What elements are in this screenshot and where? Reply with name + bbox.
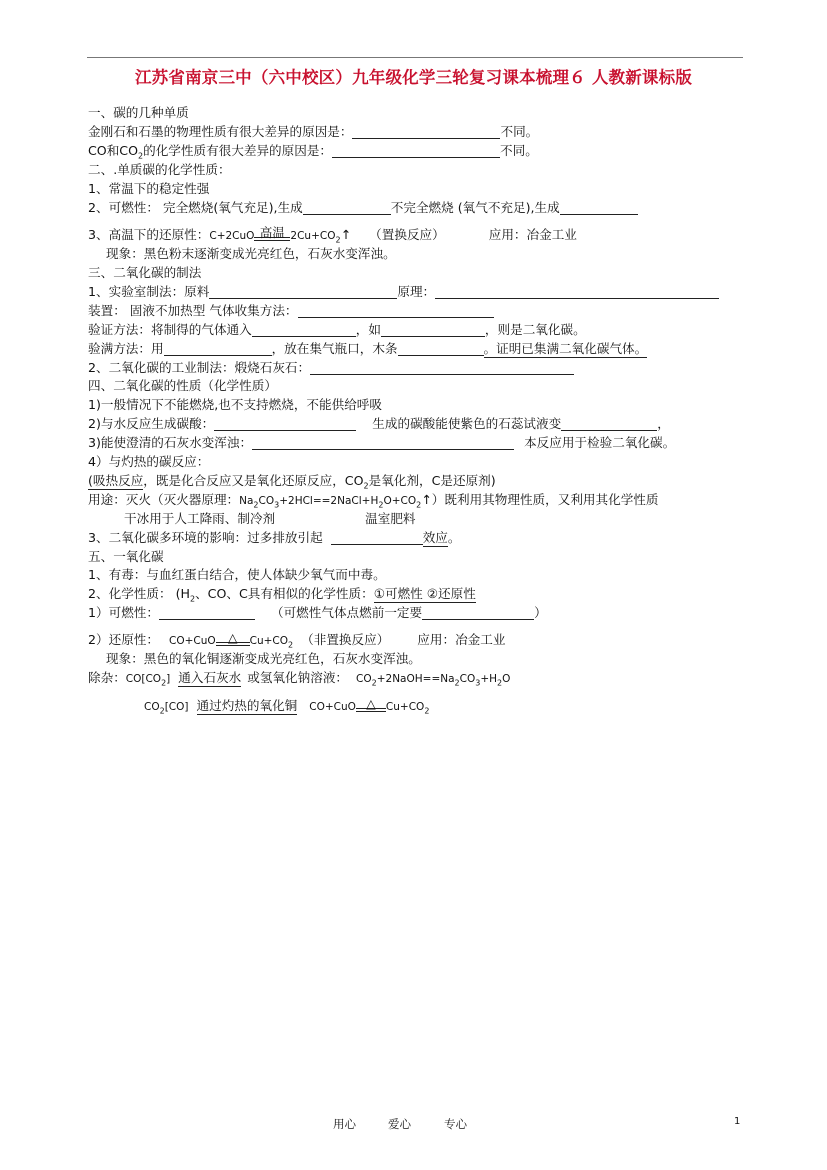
section-5-line-1: 1、有毒：与血红蛋白结合，使人体缺少氧气而中毒。 <box>88 567 386 582</box>
section-3-heading: 三、二氧化碳的制法 <box>88 265 202 280</box>
answer-blank[interactable] <box>214 417 356 431</box>
section-4-line-3: 3)能使澄清的石灰水变浑浊： 本反应用于检验二氧化碳。 <box>88 435 676 450</box>
section-2-line-3: 3、高温下的还原性：C+2CuO 高温 $2Cu+CO_2↑$ （置换反应） 应用：冶金工业 <box>88 225 577 245</box>
section-1-heading: 一、碳的几种单质 <box>88 105 189 120</box>
section-3-line-1: 1、实验室制法：原料 原理： <box>88 284 719 300</box>
section-1-line-1: 金刚石和石墨的物理性质有很大差异的原因是： 不同。 <box>88 124 539 139</box>
document-title: 江苏省南京三中（六中校区）九年级化学三轮复习课本梳理６ 人教新课标版 <box>134 68 693 87</box>
section-1-line-2: CO和$CO_2$的化学性质有很大差异的原因是： 不同。 <box>88 143 538 161</box>
footer-text-1: 用心 <box>333 1117 356 1131</box>
section-2-line-2: 2、可燃性： 完全燃烧(氧气充足),生成 不完全燃烧 (氧气不充足),生成 <box>88 200 638 216</box>
answer-blank[interactable] <box>310 361 574 375</box>
section-5-line-3: 1）可燃性： （可燃性气体点燃前一定要 ） <box>88 605 547 620</box>
footer-text-2: 爱心 <box>388 1117 411 1131</box>
section-4-line-4: 4）与灼热的碳反应： <box>88 454 210 469</box>
answer-blank[interactable] <box>252 323 356 337</box>
reaction-condition: △ <box>216 642 250 646</box>
section-5-line-7: $CO_2[CO]$ 通过灼热的氧化铜 CO+CuO △ $Cu+CO_2$ <box>144 696 430 716</box>
section-4-line-8: 3、二氧化碳多环境的影响：过多排放引起 效应。 <box>88 530 461 545</box>
section-3-line-2: 装置： 固液不加热型 气体收集方法： <box>88 303 494 319</box>
footer-text-3: 专心 <box>444 1117 467 1131</box>
answer-blank[interactable] <box>560 201 638 215</box>
answer-blank[interactable] <box>164 342 272 356</box>
answer-blank[interactable] <box>252 436 514 450</box>
section-4-line-5: (吸热反应，既是化合反应又是氧化还原反应，$CO_2$是氧化剂，C是还原剂) <box>88 473 496 491</box>
section-5-line-2: 2、化学性质： ($H_2$、CO、C具有相似的化学性质：①可燃性 ②还原性 <box>88 586 476 604</box>
page-number: 1 <box>734 1116 741 1127</box>
answer-blank[interactable] <box>159 606 255 620</box>
section-5-line-5: 现象：黑色的氧化铜逐渐变成光亮红色，石灰水变浑浊。 <box>106 651 421 666</box>
answer-blank[interactable] <box>298 304 494 318</box>
answer-blank[interactable] <box>422 606 534 620</box>
answer-blank[interactable] <box>561 417 657 431</box>
section-3-line-4: 验满方法：用 ，放在集气瓶口，木条 。证明已集满二氧化碳气体。 <box>88 341 648 356</box>
section-4-line-2: 2)与水反应生成碳酸： 生成的碳酸能使紫色的石蕊试液变 ， <box>88 416 670 431</box>
answer-blank[interactable] <box>332 144 500 158</box>
section-3-line-5: 2、二氧化碳的工业制法：煅烧石灰石： <box>88 360 574 376</box>
section-2-line-4: 现象：黑色粉末逐渐变成光亮红色，石灰水变浑浊。 <box>106 246 396 261</box>
answer-blank[interactable] <box>435 285 719 299</box>
answer-blank[interactable] <box>398 342 484 356</box>
section-4-line-7: 干冰用于人工降雨、制冷剂 温室肥料 <box>124 511 416 526</box>
section-4-heading: 四、二氧化碳的性质（化学性质） <box>88 378 277 393</box>
answer-blank[interactable] <box>209 285 397 299</box>
reaction-condition: 高温 <box>254 237 290 241</box>
answer-blank[interactable] <box>303 201 391 215</box>
section-2-line-1: 1、常温下的稳定性强 <box>88 181 210 196</box>
section-5-line-4: 2）还原性： CO+CuO △ $Cu+CO_2$ （非置换反应） 应用：冶金工业 <box>88 630 506 650</box>
answer-blank[interactable] <box>381 323 485 337</box>
section-4-line-6: 用途：灭火（灭火器原理：$Na_2CO_3+2HCl==2NaCl+H_2O+CO_2↑$）既利用其物理性质，又利用其化学性质 <box>88 492 659 510</box>
answer-blank[interactable] <box>331 531 423 545</box>
section-5-line-6: 除杂：$CO[CO_2]$ 通入石灰水 或氢氧化钠溶液： $CO_2+2NaOH==Na_2CO_3+H_2O$ <box>88 670 511 688</box>
section-4-line-1: 1)一般情况下不能燃烧,也不支持燃烧，不能供给呼吸 <box>88 397 382 412</box>
reaction-condition: △ <box>356 708 386 712</box>
section-3-line-3: 验证方法：将制得的气体通入 ，如 ，则是二氧化碳。 <box>88 322 586 337</box>
section-2-heading: 二、.单质碳的化学性质： <box>88 162 231 177</box>
header-rule <box>87 57 743 58</box>
section-5-heading: 五、一氧化碳 <box>88 549 164 564</box>
answer-blank[interactable] <box>352 125 500 139</box>
